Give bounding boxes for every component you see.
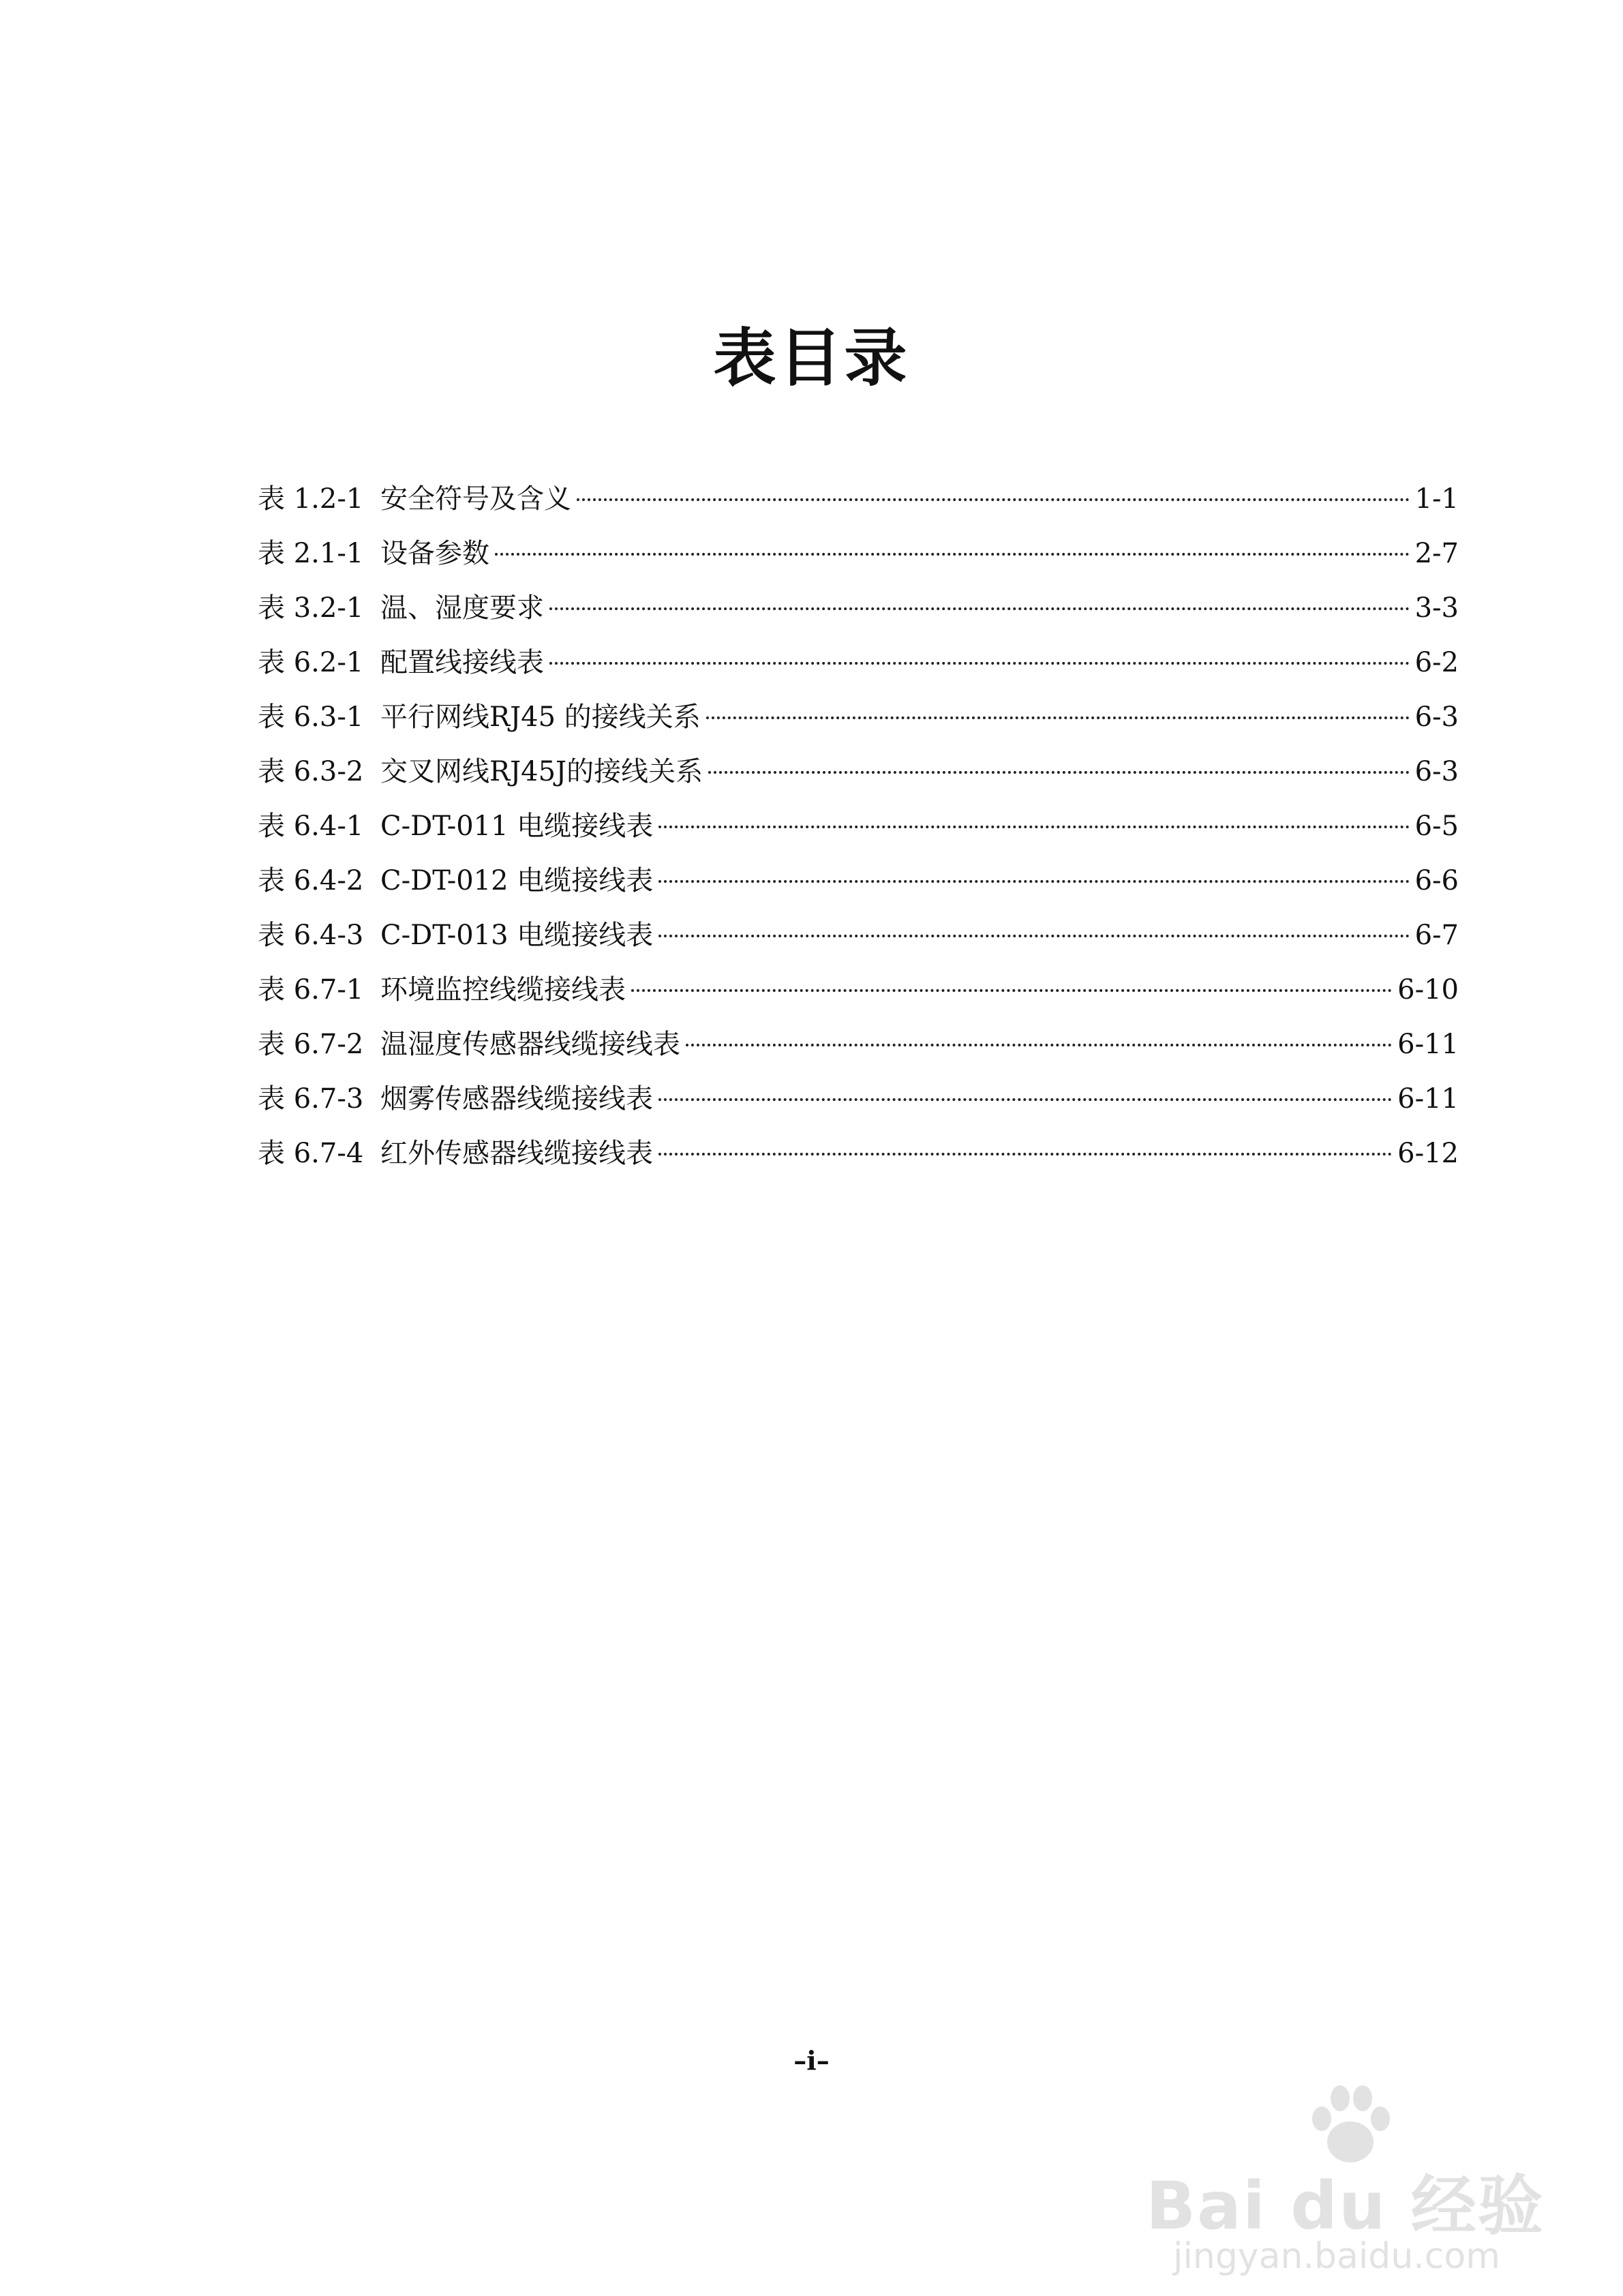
toc-entry-label: 配置线接线表 <box>380 647 544 678</box>
toc-dot-leader <box>658 1153 1392 1155</box>
toc-entry-label: 设备参数 <box>380 538 489 569</box>
toc-entry-page: 2-7 <box>1414 538 1459 569</box>
toc-entry-label: 红外传感器线缆接线表 <box>380 1138 653 1169</box>
toc-entry[interactable] <box>258 526 1459 581</box>
toc-dot-leader <box>577 498 1410 501</box>
toc-entry[interactable] <box>258 690 1459 744</box>
toc-entry-label: C-DT-013 电缆接线表 <box>380 920 654 951</box>
toc-entry-page: 6-11 <box>1397 1083 1459 1115</box>
toc-dot-leader <box>658 935 1409 937</box>
watermark-url: jingyan.baidu.com <box>1173 2236 1500 2277</box>
toc-entry-page: 1-1 <box>1414 483 1459 515</box>
toc-entry-page: 6-6 <box>1414 865 1459 896</box>
toc-entry-label: 安全符号及含义 <box>380 483 571 515</box>
toc-entry-page: 6-12 <box>1397 1138 1459 1169</box>
toc-entry[interactable] <box>258 635 1459 690</box>
toc-dot-leader <box>549 662 1410 665</box>
toc-entry-page: 6-3 <box>1414 756 1459 787</box>
toc-entry[interactable] <box>258 854 1459 908</box>
page-number: –i– <box>793 2045 830 2076</box>
toc-entry-number: 表 6.7-4 <box>258 1138 364 1169</box>
toc-entry-number: 表 6.7-2 <box>258 1029 364 1060</box>
toc-entry-page: 6-10 <box>1397 974 1459 1006</box>
toc-entry-label: C-DT-012 电缆接线表 <box>380 865 654 896</box>
toc-dot-leader <box>706 716 1410 719</box>
toc-entry-page: 6-5 <box>1414 811 1459 842</box>
toc-dot-leader <box>658 880 1409 883</box>
toc-entry-label: C-DT-011 电缆接线表 <box>380 811 654 842</box>
toc-entry[interactable] <box>258 908 1459 963</box>
toc-entry[interactable] <box>258 799 1459 854</box>
toc-entry-label: 交叉网线RJ45J的接线关系 <box>380 756 703 787</box>
toc-entry[interactable] <box>258 744 1459 799</box>
toc-entry-number: 表 6.7-1 <box>258 974 364 1006</box>
toc-entry-page: 6-2 <box>1414 647 1459 678</box>
toc-dot-leader <box>686 1044 1392 1046</box>
toc-entry-page: 3-3 <box>1414 592 1459 624</box>
toc-entry-page: 6-7 <box>1414 920 1459 951</box>
toc-entry-label: 平行网线RJ45 的接线关系 <box>380 701 701 733</box>
toc-entry-number: 表 6.7-3 <box>258 1083 364 1115</box>
toc-entry-page: 6-3 <box>1414 701 1459 733</box>
toc-entry[interactable] <box>258 963 1459 1017</box>
toc-entry-label: 温、湿度要求 <box>380 592 544 624</box>
toc-entry[interactable] <box>258 1072 1459 1126</box>
toc-entry-number: 表 6.3-2 <box>258 756 364 787</box>
table-of-tables <box>258 472 1459 1181</box>
toc-dot-leader <box>658 1098 1392 1101</box>
toc-entry-number: 表 6.4-2 <box>258 865 364 896</box>
toc-dot-leader <box>658 826 1409 828</box>
toc-entry-number: 表 6.2-1 <box>258 647 364 678</box>
baidu-jingyan-watermark <box>1146 2079 1582 2277</box>
toc-entry-number: 表 1.2-1 <box>258 483 364 515</box>
toc-entry[interactable] <box>258 1017 1459 1072</box>
toc-entry-number: 表 6.3-1 <box>258 701 364 733</box>
toc-dot-leader <box>631 989 1392 992</box>
toc-entry-number: 表 6.4-1 <box>258 811 364 842</box>
toc-entry-label: 烟雾传感器线缆接线表 <box>380 1083 653 1115</box>
toc-entry-label: 温湿度传感器线缆接线表 <box>380 1029 680 1060</box>
toc-entry[interactable] <box>258 472 1459 526</box>
toc-entry-label: 环境监控线缆接线表 <box>380 974 626 1006</box>
watermark-logo-text: Bai du 经验 <box>1146 2168 1545 2244</box>
toc-entry-number: 表 6.4-3 <box>258 920 364 951</box>
toc-entry-page: 6-11 <box>1397 1029 1459 1060</box>
toc-entry-number: 表 3.2-1 <box>258 592 364 624</box>
page-title: 表目录 <box>713 322 910 395</box>
toc-dot-leader <box>495 553 1410 556</box>
toc-dot-leader <box>549 607 1410 610</box>
toc-entry[interactable] <box>258 1126 1459 1181</box>
toc-dot-leader <box>708 771 1409 774</box>
toc-entry[interactable] <box>258 581 1459 635</box>
toc-entry-number: 表 2.1-1 <box>258 538 364 569</box>
